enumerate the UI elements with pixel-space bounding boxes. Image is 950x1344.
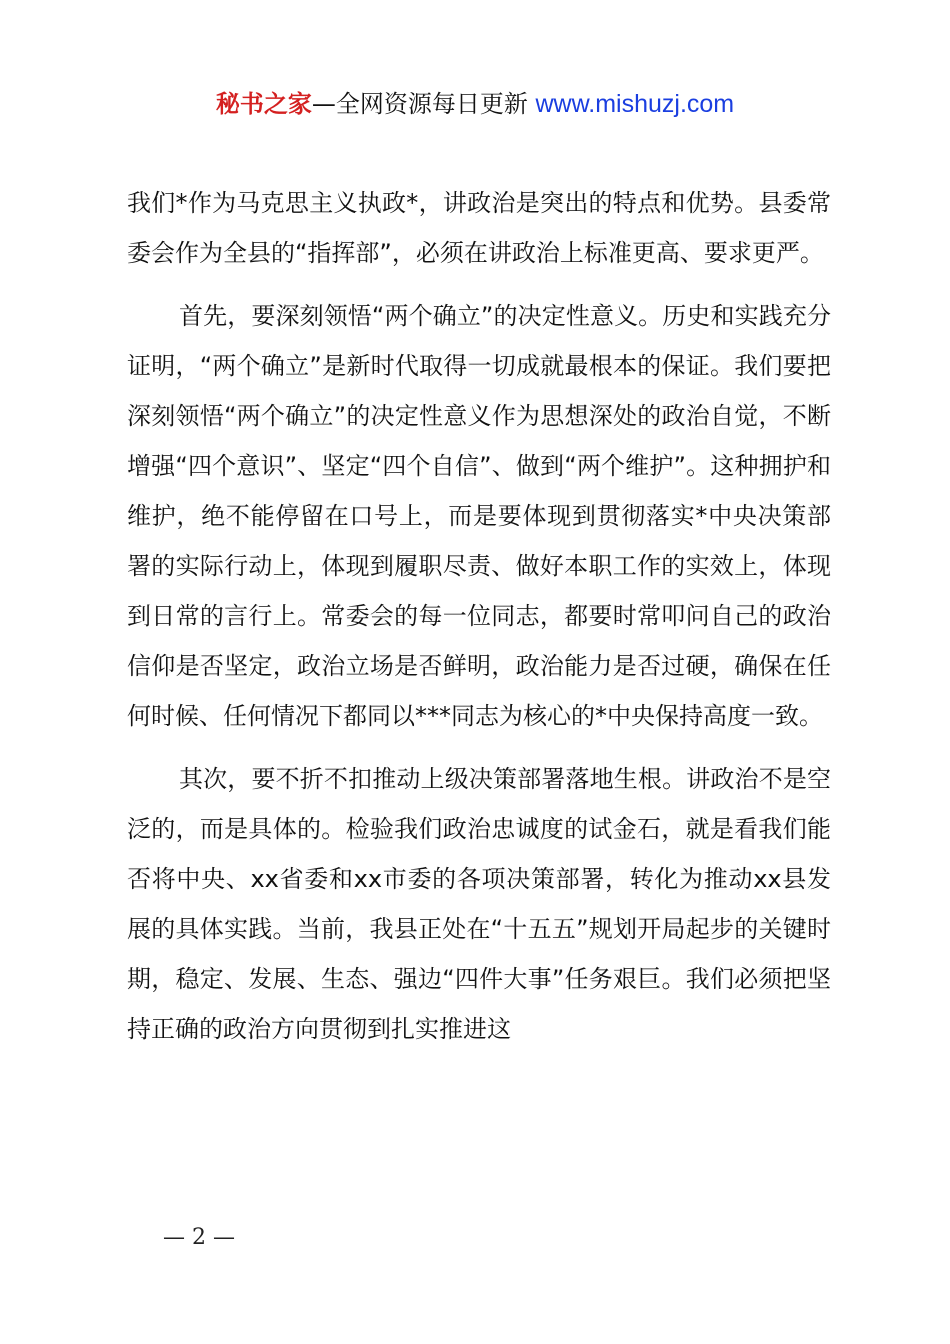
page-number: — 2 — [163, 1225, 235, 1250]
paragraph-second-point: 其次，要不折不扣推动上级决策部署落地生根。讲政治不是空泛的，而是具体的。检验我们政治忠诚度的试金石，就是看我们能否将中央、xx省委和xx市委的各项决策部署，转化为推动xx县发展的具体实践。当前，我县正处在“十五五”规划开局起步的关键时期，稳定、发展、生态、强边“四件大事”任务艰巨。我们必须把坚持正确的政治方向贯彻到扎实推进这 [127, 765, 831, 1043]
brand-name: 秘书之家 [215, 90, 312, 118]
page-header [0, 86, 950, 122]
document-body [127, 178, 831, 1054]
site-url-link[interactable]: www.mishuzj.com [535, 90, 735, 118]
header-tagline: —全网资源每日更新 [311, 90, 536, 118]
paragraph-first-point: 首先，要深刻领悟“两个确立”的决定性意义。历史和实践充分证明，“两个确立”是新时代取得一切成就最根本的保证。我们要把深刻领悟“两个确立”的决定性意义作为思想深处的政治自觉，不断增强“四个意识”、坚定“四个自信”、做到“两个维护”。这种拥护和维护，绝不能停留在口号上，而是要体现到贯彻落实*中央决策部署的实际行动上，体现到履职尽责、做好本职工作的实效上，体现到日常的言行上。常委会的每一位同志，都要时常叩问自己的政治信仰是否坚定，政治立场是否鲜明，政治能力是否过硬，确保在任何时候、任何情况下都同以***同志为核心的*中央保持高度一致。 [127, 302, 831, 730]
paragraph-intro: 我们*作为马克思主义执政*，讲政治是突出的特点和优势。县委常委会作为全县的“指挥部”，必须在讲政治上标准更高、要求更严。 [127, 189, 831, 267]
